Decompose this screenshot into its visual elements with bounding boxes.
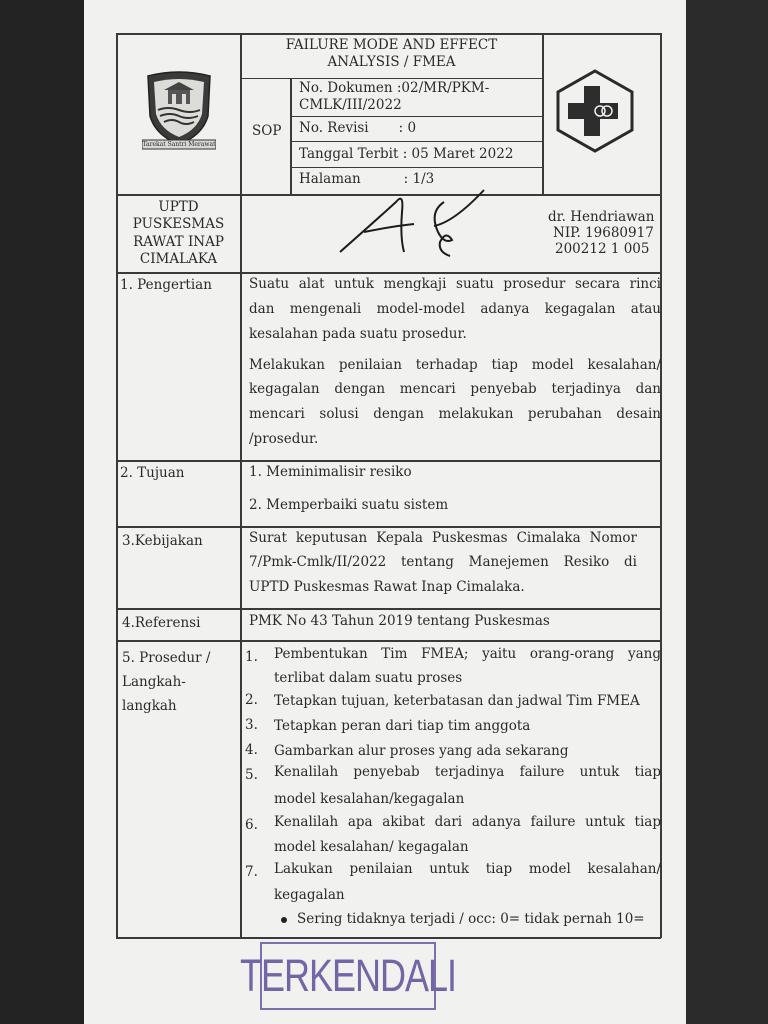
stamp-text: TERKENDALI <box>239 949 457 1001</box>
terkendali-stamp <box>239 942 457 1010</box>
header-divider-2 <box>542 33 544 195</box>
step-4-number: 4. <box>245 742 258 758</box>
scan-background-right <box>686 0 768 1024</box>
step-3-number: 3. <box>245 717 258 733</box>
page-number: Halaman : 1/3 <box>299 171 435 187</box>
section-label-tujuan: 2. Tujuan <box>120 465 185 481</box>
step-1-line2: terlibat dalam suatu proses <box>274 670 463 686</box>
document-title-line1: FAILURE MODE AND EFFECT <box>285 37 498 53</box>
bullet-dot <box>281 917 287 923</box>
referensi-text: PMK No 43 Tahun 2019 tentang Puskesmas <box>249 613 550 629</box>
institution-line2: PUSKESMAS <box>132 216 225 232</box>
step-6-line2: model kesalahan/ kegagalan <box>274 839 469 855</box>
tujuan-item-1: 1. Meminimalisir resiko <box>249 464 412 480</box>
table-border-right <box>660 33 662 938</box>
scan-background-left <box>0 0 84 1024</box>
pengertian-p2-line3: mencari solusi dengan melakukan perubahan desain <box>249 406 661 422</box>
step-6-line1: Kenalilah apa akibat dari adanya failure untuk tiap <box>274 814 661 830</box>
step-5-line2: model kesalahan/kegagalan <box>274 791 465 807</box>
table-border-top <box>116 33 661 35</box>
signer-nip-line1: NIP. 19680917 <box>553 225 654 241</box>
section-label-referensi: 4.Referensi <box>122 615 201 631</box>
institution-line1: UPTD <box>158 199 199 215</box>
step-6-number: 6. <box>245 817 258 833</box>
pengertian-p1-line2: dan mengenali model-model adanya kegagalan atau <box>249 301 661 317</box>
issue-date: Tanggal Terbit : 05 Maret 2022 <box>299 146 514 162</box>
step-7-bullet-text: Sering tidaknya terjadi / occ: 0= tidak pernah 10= <box>297 911 645 927</box>
header-line-rev <box>290 141 543 142</box>
sop-label: SOP <box>252 123 282 139</box>
document-title-line2: ANALYSIS / FMEA <box>327 54 456 70</box>
institution-line3: RAWAT INAP <box>133 234 224 250</box>
section-separator-3 <box>116 608 661 610</box>
kebijakan-line3: UPTD Puskesmas Rawat Inap Cimalaka. <box>249 579 525 595</box>
doc-number-line2: CMLK/III/2022 <box>299 97 402 113</box>
pengertian-p2-line1: Melakukan penilaian terhadap tiap model kesalahan/ <box>249 357 661 373</box>
kebijakan-line2: 7/Pmk-Cmlk/II/2022 tentang Manejemen Resiko di <box>249 554 637 570</box>
table-border-left <box>116 33 118 938</box>
doc-number-line1: No. Dokumen :02/MR/PKM- <box>299 80 490 96</box>
step-1-number: 1. <box>245 649 258 665</box>
section-label-pengertian: 1. Pengertian <box>120 277 212 293</box>
institution-line4: CIMALAKA <box>139 251 218 267</box>
tujuan-item-2: 2. Memperbaiki suatu sistem <box>249 497 449 513</box>
header-divider-sop <box>290 78 292 195</box>
step-2-number: 2. <box>245 692 258 708</box>
pengertian-p2-line2: kegagalan dengan mencari penyebab terjadinya dan <box>249 381 661 397</box>
revision-number: No. Revisi : 0 <box>299 120 417 136</box>
label-column-divider <box>240 194 242 938</box>
step-7-line1: Lakukan penilaian untuk tiap model kesalahan/ <box>274 861 661 877</box>
step-2-line1: Tetapkan tujuan, keterbatasan dan jadwal Tim FMEA <box>274 693 640 709</box>
step-5-line1: Kenalilah penyebab terjadinya failure untuk tiap <box>274 764 661 780</box>
section-separator-2 <box>116 526 661 528</box>
section-label-kebijakan: 3.Kebijakan <box>122 533 203 549</box>
health-cross-logo <box>554 68 636 154</box>
step-7-line2: kegagalan <box>274 887 345 903</box>
header-line-doc <box>290 116 543 117</box>
step-5-number: 5. <box>245 767 258 783</box>
section-separator-4 <box>116 640 661 642</box>
section-label-prosedur-line3: langkah <box>122 698 177 714</box>
document-page <box>84 0 686 1024</box>
table-border-bottom <box>116 937 661 939</box>
step-7-number: 7. <box>245 864 258 880</box>
section-label-prosedur-line2: Langkah- <box>122 674 186 690</box>
logo-ribbon-text: Tarekat Santri Merawat <box>142 141 216 148</box>
section-label-prosedur-line1: 5. Prosedur / <box>122 650 211 666</box>
signer-nip-line2: 200212 1 005 <box>555 241 650 257</box>
signature-row-bottom <box>116 272 661 274</box>
step-1-line1: Pembentukan Tim FMEA; yaitu orang-orang yang <box>274 646 661 662</box>
step-3-line1: Tetapkan peran dari tiap tim anggota <box>274 718 531 734</box>
section-separator-1 <box>116 460 661 462</box>
pengertian-p1-line3: kesalahan pada suatu prosedur. <box>249 326 467 342</box>
pengertian-p1-line1: Suatu alat untuk mengkaji suatu prosedur secara rinci <box>249 276 661 292</box>
kebijakan-line1: Surat keputusan Kepala Puskesmas Cimalaka Nomor <box>249 530 637 546</box>
signature <box>334 182 494 262</box>
signer-name: dr. Hendriawan <box>548 209 655 225</box>
step-4-line1: Gambarkan alur proses yang ada sekarang <box>274 743 569 759</box>
pengertian-p2-line4: /prosedur. <box>249 431 319 447</box>
header-line-date <box>290 167 543 168</box>
